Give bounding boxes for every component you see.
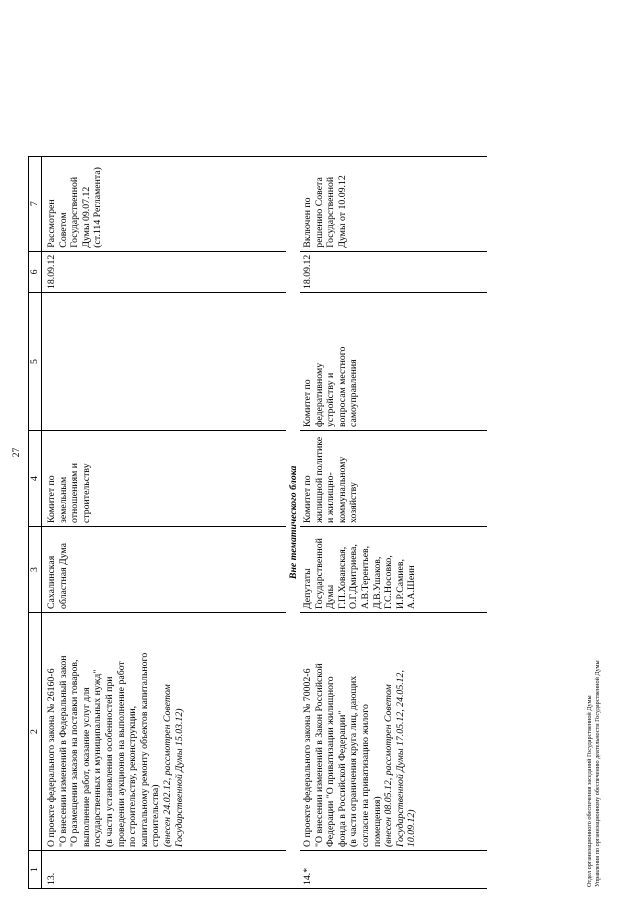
responsible-committee: [300, 431, 487, 527]
column-header: 3: [29, 527, 42, 613]
initiator-line: А.В.Терентьев,: [359, 545, 371, 609]
date: 18.09.12: [42, 251, 287, 292]
bill-text-line: капитальному ремонту объектов капитального: [138, 652, 150, 847]
section-row: [286, 156, 300, 888]
status-line: Государственной: [69, 176, 81, 248]
initiator-line: Депутаты: [302, 568, 313, 609]
date: 18.09.12: [300, 251, 487, 292]
initiator-line: О.Г.Дмитриева,: [348, 544, 360, 609]
status-line: Государственной: [325, 176, 337, 248]
bill-text-line: Федерации "О приватизации жилищного: [325, 676, 337, 847]
initiator-line: И.Р.Самиев,: [394, 559, 406, 609]
section-heading: Вне тематического блока: [286, 156, 300, 888]
table-row: [300, 156, 487, 888]
status-note: [42, 156, 287, 251]
co-committee-line: устройству и: [325, 372, 337, 427]
schedule-table: [28, 156, 487, 889]
status-line: Думы 09.07.12: [80, 186, 92, 248]
column-header: 1: [29, 851, 42, 889]
page-footer: [586, 660, 601, 887]
committee-line: и жилищно-: [325, 472, 337, 523]
column-header: 4: [29, 431, 42, 527]
row-number: 13.: [42, 851, 287, 889]
co-committee-line: Комитет по: [302, 379, 313, 427]
column-header: 6: [29, 251, 42, 292]
committee-line: строительству: [80, 463, 92, 523]
committee-line: коммунальному: [336, 456, 348, 523]
initiator-line: Д.В.Ушаков,: [371, 556, 383, 609]
status-line: Советом: [57, 212, 69, 248]
bill-text-line: согласие на приватизацию жилого: [359, 704, 371, 847]
bill-text-line: "О внесении изменений в Федеральный закон: [57, 655, 69, 847]
committee-line: хозяйству: [348, 482, 360, 523]
bill-note-line: Государственной Думы 15.03.12): [173, 708, 185, 847]
status-line: решению Совета: [313, 177, 325, 248]
bill-text-line: помещения): [371, 796, 383, 847]
bill-description: [300, 613, 487, 851]
committee-line: жилищной политике: [313, 436, 325, 523]
bill-text-line: по строительству, реконструкции,: [127, 705, 139, 847]
bill-description: [42, 613, 287, 851]
bill-text-line: проведении аукционов на выполнение работ: [115, 661, 127, 847]
bill-note-line: Государственной Думы 17.05.12, 24.05.12,: [394, 670, 406, 847]
initiator: [300, 527, 487, 613]
co-committee-line: самоуправления: [348, 359, 360, 427]
initiator: [42, 527, 287, 613]
status-note: [300, 156, 487, 251]
bill-text-line: (в части установления особенностей при: [103, 676, 115, 847]
initiator-line: Сахалинская: [46, 555, 57, 609]
co-committee: [42, 293, 287, 431]
bill-text-line: фонда в Российской Федерации": [336, 710, 348, 847]
column-header: 2: [29, 613, 42, 851]
bill-title: О проекте федерального закона № 26160-6: [46, 668, 57, 847]
page-number: 27: [12, 447, 22, 458]
co-committee-line: вопросам местного: [336, 346, 348, 427]
initiator-line: Думы: [325, 584, 337, 609]
bill-note-line: 10.09.12): [406, 809, 418, 847]
row-number: 14.*: [300, 851, 487, 889]
initiator-line: Г.П.Хованская,: [336, 546, 348, 609]
status-line: Рассмотрен: [46, 199, 57, 248]
initiator-line: Г.С.Носовко,: [383, 555, 395, 609]
committee-line: Комитет по: [302, 475, 313, 523]
bill-text-line: "О внесении изменений в Закон Российской: [313, 663, 325, 847]
co-committee: [300, 293, 487, 431]
bill-text-line: государственных и муниципальных нужд": [92, 669, 104, 847]
footer-line: Отдел организационного обеспечения заседаний Государственной Думы: [586, 695, 593, 887]
responsible-committee: [42, 431, 287, 527]
bill-title: О проекте федерального закона № 70002-6: [302, 668, 313, 847]
footer-line: Управления по организационному обеспечению деятельности Государственной Думы: [593, 660, 601, 887]
committee-line: Комитет по: [46, 475, 57, 523]
status-line: Думы от 10.09.12: [336, 175, 348, 248]
status-line: Включен по: [302, 197, 313, 248]
initiator-line: А.А.Шеин: [406, 565, 418, 609]
column-header: 7: [29, 156, 42, 251]
bill-note-line: (внесен 24.02.12, рассмотрен Советом: [161, 684, 173, 847]
initiator-line: областная Дума: [57, 543, 69, 609]
column-header: 5: [29, 293, 42, 431]
bill-text-line: "О размещении заказов на поставки товаров,: [69, 659, 81, 847]
bill-note-line: (внесен 08.05.12, рассмотрен Советом: [383, 684, 395, 847]
bill-text-line: строительства): [150, 784, 162, 847]
co-committee-line: федеративному: [313, 362, 325, 427]
bill-text-line: (в части ограничения круга лиц, дающих: [348, 675, 360, 847]
bill-text-line: выполнение работ, оказание услуг для: [80, 687, 92, 847]
committee-line: отношениям и: [69, 463, 81, 523]
committee-line: земельным: [57, 476, 69, 523]
table-row: [42, 156, 287, 888]
initiator-line: Государственной: [313, 538, 325, 609]
table-header-row: [29, 156, 42, 888]
status-line: (ст.114 Регламента): [92, 167, 104, 248]
